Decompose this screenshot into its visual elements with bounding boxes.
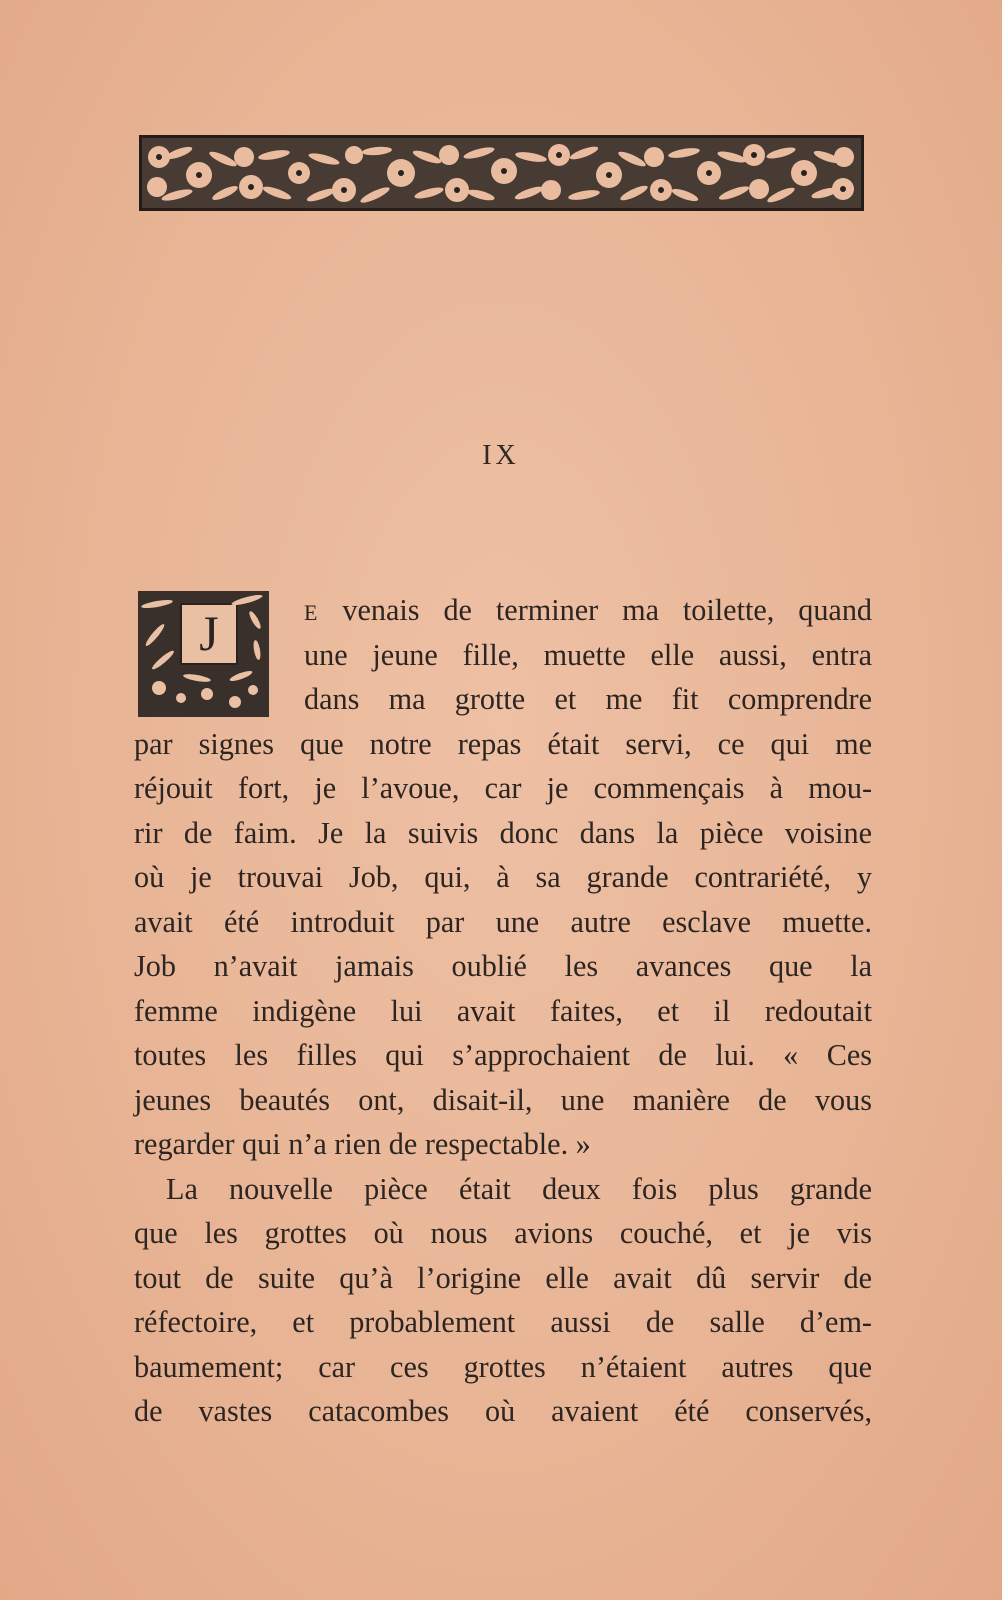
text-line: que les grottes où nous avions couché, et je vis (134, 1216, 872, 1250)
header-ornament (139, 135, 864, 211)
text-line: rir de faim. Je la suivis donc dans la pièce voisine (134, 815, 872, 850)
text-line: tout de suite qu’à l’origine elle avait dû servir de (134, 1260, 872, 1295)
text-line: Job n’avait jamais oublié les avances que la (134, 949, 872, 983)
text-line: de vastes catacombes où avaient été conservés, (134, 1394, 872, 1428)
text-line: jeunes beautés ont, disait-il, une manière de vous (134, 1082, 872, 1117)
drop-cap-rest: E (304, 600, 319, 625)
text-line: une jeune fille, muette elle aussi, entra (304, 637, 872, 672)
text-line: par signes que notre repas était servi, ce qui me (134, 726, 872, 761)
text-line: femme indigène lui avait faites, et il redoutait (134, 993, 872, 1028)
text-line: où je trouvai Job, qui, à sa grande contrariété, y (134, 860, 872, 894)
text-line: réjouit fort, je l’avoue, car je commençais à mou- (134, 771, 872, 805)
body-text (134, 588, 872, 1434)
text-line: toutes les filles qui s’approchaient de lui. « Ces (134, 1038, 872, 1072)
text-line: réfectoire, et probablement aussi de salle d’em- (134, 1305, 872, 1339)
drop-cap-letter: J (199, 605, 219, 661)
text-line: regarder qui n’a rien de respectable. » (134, 1127, 591, 1161)
text-line-content: venais de terminer ma toilette, quand (342, 593, 873, 627)
text-line: La nouvelle pièce était deux fois plus grande (166, 1171, 872, 1206)
text-line: dans ma grotte et me fit comprendre (304, 682, 872, 716)
text-line: avait été introduit par une autre esclave muette. (134, 904, 872, 939)
ornament-vine-band (139, 135, 864, 211)
text-line: baumement; car ces grottes n’étaient autres que (134, 1349, 872, 1384)
text-line (304, 588, 872, 633)
chapter-number: IX (482, 440, 520, 471)
